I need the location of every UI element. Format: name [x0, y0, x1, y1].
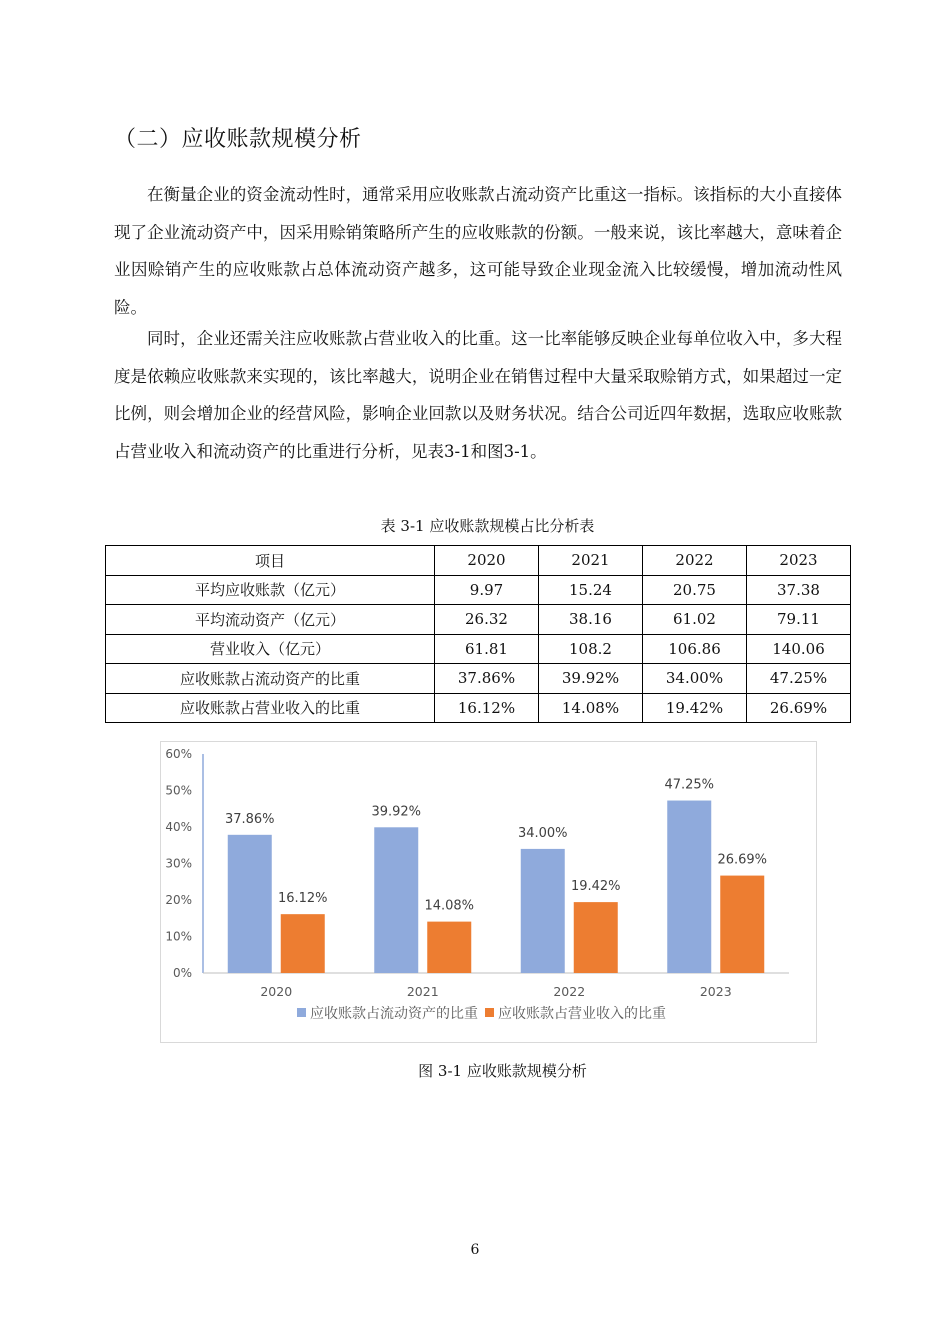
- y-tick-label: 60%: [165, 747, 192, 761]
- table-row: [106, 693, 851, 723]
- data-label: 39.92%: [371, 804, 422, 820]
- table-cell: 应收账款占流动资产的比重: [106, 664, 435, 694]
- bar: [427, 922, 471, 973]
- legend-entry: 应收账款占流动资产的比重: [310, 1006, 478, 1022]
- table-header-cell: 项目: [106, 546, 435, 576]
- bar: [281, 914, 325, 973]
- table-cell: 20.75: [643, 575, 747, 605]
- chart-frame: [160, 741, 817, 1043]
- table-cell: 9.97: [435, 575, 539, 605]
- table-cell: 106.86: [643, 634, 747, 664]
- legend-swatch: [297, 1008, 306, 1017]
- y-tick-label: 30%: [165, 856, 192, 871]
- data-label: 47.25%: [664, 777, 715, 793]
- table-cell: 14.08%: [539, 693, 643, 723]
- y-tick-label: 10%: [165, 929, 192, 944]
- table-cell: 38.16: [539, 605, 643, 635]
- table-row: [106, 664, 851, 694]
- y-tick-label: 20%: [165, 893, 192, 907]
- table-cell: 平均流动资产（亿元）: [106, 605, 435, 635]
- table-cell: 15.24: [539, 575, 643, 605]
- table-cell: 应收账款占营业收入的比重: [106, 693, 435, 723]
- table-cell: 26.69%: [747, 693, 851, 723]
- x-tick-label: 2023: [699, 984, 732, 999]
- data-label: 14.08%: [424, 898, 475, 914]
- bar: [720, 876, 764, 973]
- y-tick-label: 40%: [165, 820, 192, 834]
- data-label: 37.86%: [224, 811, 275, 827]
- page-number: 6: [470, 1242, 480, 1258]
- table-cell: 47.25%: [747, 664, 851, 694]
- bar-chart: [161, 742, 816, 1042]
- table-header-row: [106, 546, 851, 576]
- bar: [374, 827, 418, 973]
- table-header-cell: 2020: [435, 546, 539, 576]
- paragraph-2-text: 同时，企业还需关注应收账款占营业收入的比重。这一比率能够反映企业每单位收入中，多大程度是依赖应收账款来实现的，该比率越大，说明企业在销售过程中大量采取赊销方式，如果超过一定比例，则会增加企业的经营风险，影响企业回款以及财务状况。结合公司近四年数据，选取应收账款占营业收入和流动资产的比重进行分析，见表3-1和图3-1。: [114, 329, 842, 461]
- table-caption: 表 3-1 应收账款规模占比分析表: [380, 517, 595, 535]
- table-cell: 16.12%: [435, 693, 539, 723]
- table-cell: 平均应收账款（亿元）: [106, 575, 435, 605]
- data-label: 16.12%: [277, 891, 328, 907]
- table-cell: 37.86%: [435, 664, 539, 694]
- table-cell: 19.42%: [643, 693, 747, 723]
- data-label: 19.42%: [570, 879, 621, 895]
- data-table: [105, 545, 851, 723]
- table-cell: 营业收入（亿元）: [106, 634, 435, 664]
- table-row: [106, 605, 851, 635]
- x-tick-label: 2022: [553, 984, 586, 999]
- table-cell: 79.11: [747, 605, 851, 635]
- data-label: 34.00%: [517, 825, 568, 841]
- paragraph-2: [114, 320, 842, 470]
- table-cell: 37.38: [747, 575, 851, 605]
- table-cell: 140.06: [747, 634, 851, 664]
- bar: [521, 849, 565, 973]
- table-cell: 26.32: [435, 605, 539, 635]
- bar: [228, 835, 272, 973]
- y-tick-label: 0%: [172, 966, 192, 980]
- section-title: （二）应收账款规模分析: [114, 127, 362, 152]
- table-cell: 39.92%: [539, 664, 643, 694]
- table-cell: 61.02: [643, 605, 747, 635]
- paragraph-1: [114, 176, 842, 326]
- legend-entry: 应收账款占营业收入的比重: [498, 1006, 666, 1022]
- figure-caption: 图 3-1 应收账款规模分析: [418, 1062, 587, 1080]
- data-label: 26.69%: [717, 852, 768, 868]
- table-header-cell: 2021: [539, 546, 643, 576]
- table-cell: 34.00%: [643, 664, 747, 694]
- x-tick-label: 2021: [406, 984, 439, 999]
- table-header-cell: 2023: [747, 546, 851, 576]
- bar: [667, 801, 711, 973]
- legend-swatch: [485, 1008, 494, 1017]
- table-cell: 61.81: [435, 634, 539, 664]
- table-row: [106, 575, 851, 605]
- bar: [574, 902, 618, 973]
- paragraph-1-text: 在衡量企业的资金流动性时，通常采用应收账款占流动资产比重这一指标。该指标的大小直接体现了企业流动资产中，因采用赊销策略所产生的应收账款的份额。一般来说，该比率越大，意味着企业因赊销产生的应收账款占总体流动资产越多，这可能导致企业现金流入比较缓慢，增加流动性风险。: [114, 185, 842, 317]
- table-cell: 108.2: [539, 634, 643, 664]
- table-row: [106, 634, 851, 664]
- x-tick-label: 2020: [260, 984, 293, 999]
- table-header-cell: 2022: [643, 546, 747, 576]
- y-tick-label: 50%: [165, 783, 192, 798]
